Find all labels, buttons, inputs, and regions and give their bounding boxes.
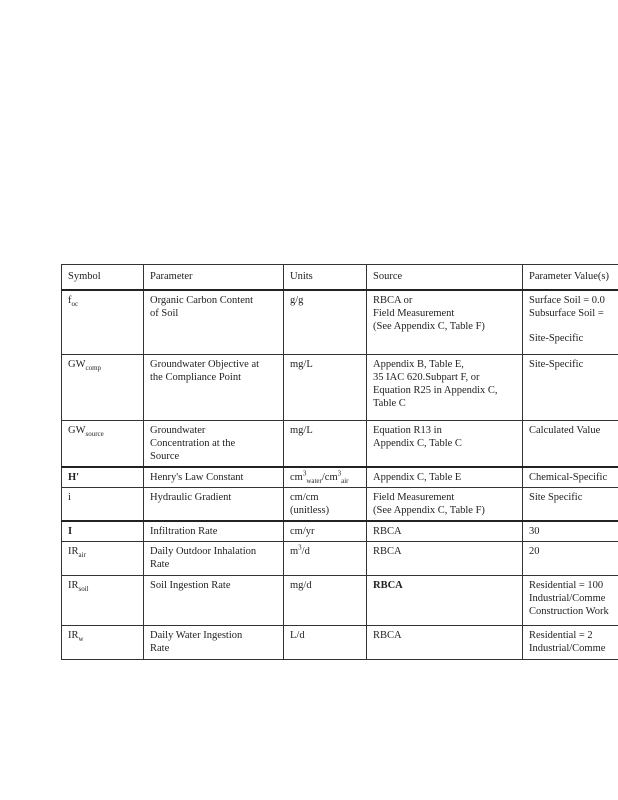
parameter-line: Rate: [150, 559, 170, 570]
units-cell: [284, 542, 367, 576]
header-units: Units: [284, 265, 367, 291]
symbol-base: H': [68, 471, 80, 483]
units-text: cm/cm: [290, 491, 319, 503]
symbol-base: IR: [68, 580, 79, 591]
units-text: cm/yr: [290, 526, 315, 537]
parameter-line: Groundwater: [150, 424, 206, 436]
table-row: [62, 420, 618, 467]
source-line: RBCA: [373, 580, 403, 591]
symbol-cell: [62, 290, 144, 354]
source-line: Equation R25 in Appendix C,: [373, 384, 498, 396]
units-text: /d: [301, 546, 310, 557]
source-line: RBCA: [373, 546, 402, 557]
units-text: m: [290, 546, 299, 557]
table-header-row: [62, 265, 618, 291]
units-text: g/g: [290, 295, 304, 306]
source-cell: [367, 354, 523, 420]
header-parameter: Parameter: [144, 265, 284, 291]
parameter-line: of Soil: [150, 308, 179, 319]
value-cell: [523, 467, 618, 488]
symbol-subscript: soil: [78, 585, 89, 594]
table-row: [62, 542, 618, 576]
source-line: Field Measurement: [373, 491, 455, 503]
symbol-base: IR: [68, 630, 79, 641]
parameter-line: the Compliance Point: [150, 371, 241, 383]
value-line: Residential = 100: [529, 580, 604, 591]
units-note: (unitless): [290, 504, 330, 516]
parameter-line: Rate: [150, 643, 170, 654]
units-text: /cm: [321, 471, 338, 483]
source-cell: [367, 542, 523, 576]
parameter-cell: [144, 487, 284, 521]
units-cell: [284, 290, 367, 354]
value-cell: [523, 542, 618, 576]
symbol-base: GW: [68, 358, 86, 370]
value-cell: [523, 290, 618, 354]
value-line: Surface Soil = 0.0: [529, 295, 605, 306]
parameter-cell: [144, 354, 284, 420]
source-line: RBCA or: [373, 295, 413, 306]
symbol-cell: [62, 467, 144, 488]
table-row: [62, 487, 618, 521]
parameter-cell: [144, 626, 284, 660]
symbol-base: GW: [68, 424, 86, 436]
table-row: [62, 467, 618, 488]
source-cell: [367, 521, 523, 542]
source-line: RBCA: [373, 630, 402, 641]
source-cell: [367, 487, 523, 521]
header-source: Source: [367, 265, 523, 291]
symbol-subscript: oc: [71, 300, 79, 309]
source-line: Appendix C, Table E: [373, 471, 462, 483]
source-cell: [367, 626, 523, 660]
parameter-line: Concentration at the: [150, 437, 236, 449]
source-cell: [367, 467, 523, 488]
symbol-cell: [62, 420, 144, 467]
parameter-line: Hydraulic Gradient: [150, 491, 232, 503]
units-cell: [284, 467, 367, 488]
source-line: 35 IAC 620.Subpart F, or: [373, 371, 480, 383]
header-symbol: Symbol: [62, 265, 144, 291]
value-cell: [523, 521, 618, 542]
source-line: Appendix C, Table C: [373, 437, 462, 449]
symbol-base: i: [68, 491, 71, 503]
parameter-cell: [144, 542, 284, 576]
symbol-subscript: comp: [85, 363, 102, 372]
value-line: Industrial/Comme: [529, 593, 606, 604]
symbol-cell: [62, 487, 144, 521]
parameter-cell: [144, 521, 284, 542]
source-line: Appendix B, Table E,: [373, 358, 464, 370]
source-line: RBCA: [373, 526, 402, 537]
parameter-table: [61, 264, 618, 660]
units-cell: [284, 420, 367, 467]
value-cell: [523, 420, 618, 467]
source-line: Table C: [373, 397, 406, 409]
table-row: [62, 576, 618, 626]
value-line: 20: [529, 546, 540, 557]
units-cell: [284, 487, 367, 521]
symbol-base: f: [68, 295, 72, 306]
units-superscript: 3: [302, 469, 307, 477]
value-line: Site-Specific: [529, 358, 584, 370]
units-cell: [284, 354, 367, 420]
source-cell: [367, 576, 523, 626]
value-line: Site Specific: [529, 491, 583, 503]
units-cell: [284, 521, 367, 542]
symbol-cell: [62, 576, 144, 626]
value-cell: [523, 626, 618, 660]
table-row: [62, 290, 618, 354]
units-text: mg/L: [290, 424, 313, 436]
source-cell: [367, 290, 523, 354]
value-cell: [523, 354, 618, 420]
parameter-cell: [144, 420, 284, 467]
symbol-cell: [62, 521, 144, 542]
units-text: mg/L: [290, 358, 313, 370]
value-line: 30: [529, 526, 540, 537]
parameter-line: Infiltration Rate: [150, 526, 218, 537]
source-line: Field Measurement: [373, 308, 455, 319]
units-cell: [284, 576, 367, 626]
units-text: cm: [290, 471, 303, 483]
value-line: Chemical-Specific: [529, 471, 608, 483]
value-line: Calculated Value: [529, 424, 601, 436]
value-line: Site-Specific: [529, 333, 584, 344]
symbol-subscript: air: [78, 551, 86, 560]
parameter-line: Daily Water Ingestion: [150, 630, 243, 641]
parameter-line: Daily Outdoor Inhalation: [150, 546, 257, 557]
header-parameter-values: Parameter Value(s): [523, 265, 618, 291]
parameter-cell: [144, 290, 284, 354]
units-subscript: air: [341, 476, 349, 485]
source-line: Equation R13 in: [373, 424, 442, 436]
parameter-cell: [144, 467, 284, 488]
parameter-line: Henry's Law Constant: [150, 471, 244, 483]
source-line: (See Appendix C, Table F): [373, 504, 485, 516]
parameter-line: Organic Carbon Content: [150, 295, 254, 306]
parameter-line: Soil Ingestion Rate: [150, 580, 231, 591]
symbol-subscript: w: [78, 635, 84, 644]
table-row: [62, 521, 618, 542]
units-superscript: 3: [298, 543, 302, 552]
source-line: (See Appendix C, Table F): [373, 321, 485, 332]
source-cell: [367, 420, 523, 467]
units-subscript: water: [306, 476, 322, 485]
value-line: Residential = 2: [529, 630, 593, 641]
symbol-cell: [62, 626, 144, 660]
parameter-line: Source: [150, 450, 180, 462]
symbol-base: IR: [68, 546, 79, 557]
value-line: Construction Work: [529, 606, 609, 617]
parameter-cell: [144, 576, 284, 626]
value-cell: [523, 576, 618, 626]
units-superscript: 3: [337, 469, 342, 477]
symbol-subscript: source: [85, 429, 104, 438]
table-row: [62, 626, 618, 660]
value-line: Industrial/Comme: [529, 643, 606, 654]
symbol-cell: [62, 354, 144, 420]
units-text: L/d: [290, 630, 305, 641]
value-cell: [523, 487, 618, 521]
table-row: [62, 354, 618, 420]
units-text: mg/d: [290, 580, 312, 591]
units-cell: [284, 626, 367, 660]
parameter-line: Groundwater Objective at: [150, 358, 260, 370]
symbol-cell: [62, 542, 144, 576]
value-line: Subsurface Soil =: [529, 308, 604, 319]
symbol-base: I: [68, 526, 73, 537]
